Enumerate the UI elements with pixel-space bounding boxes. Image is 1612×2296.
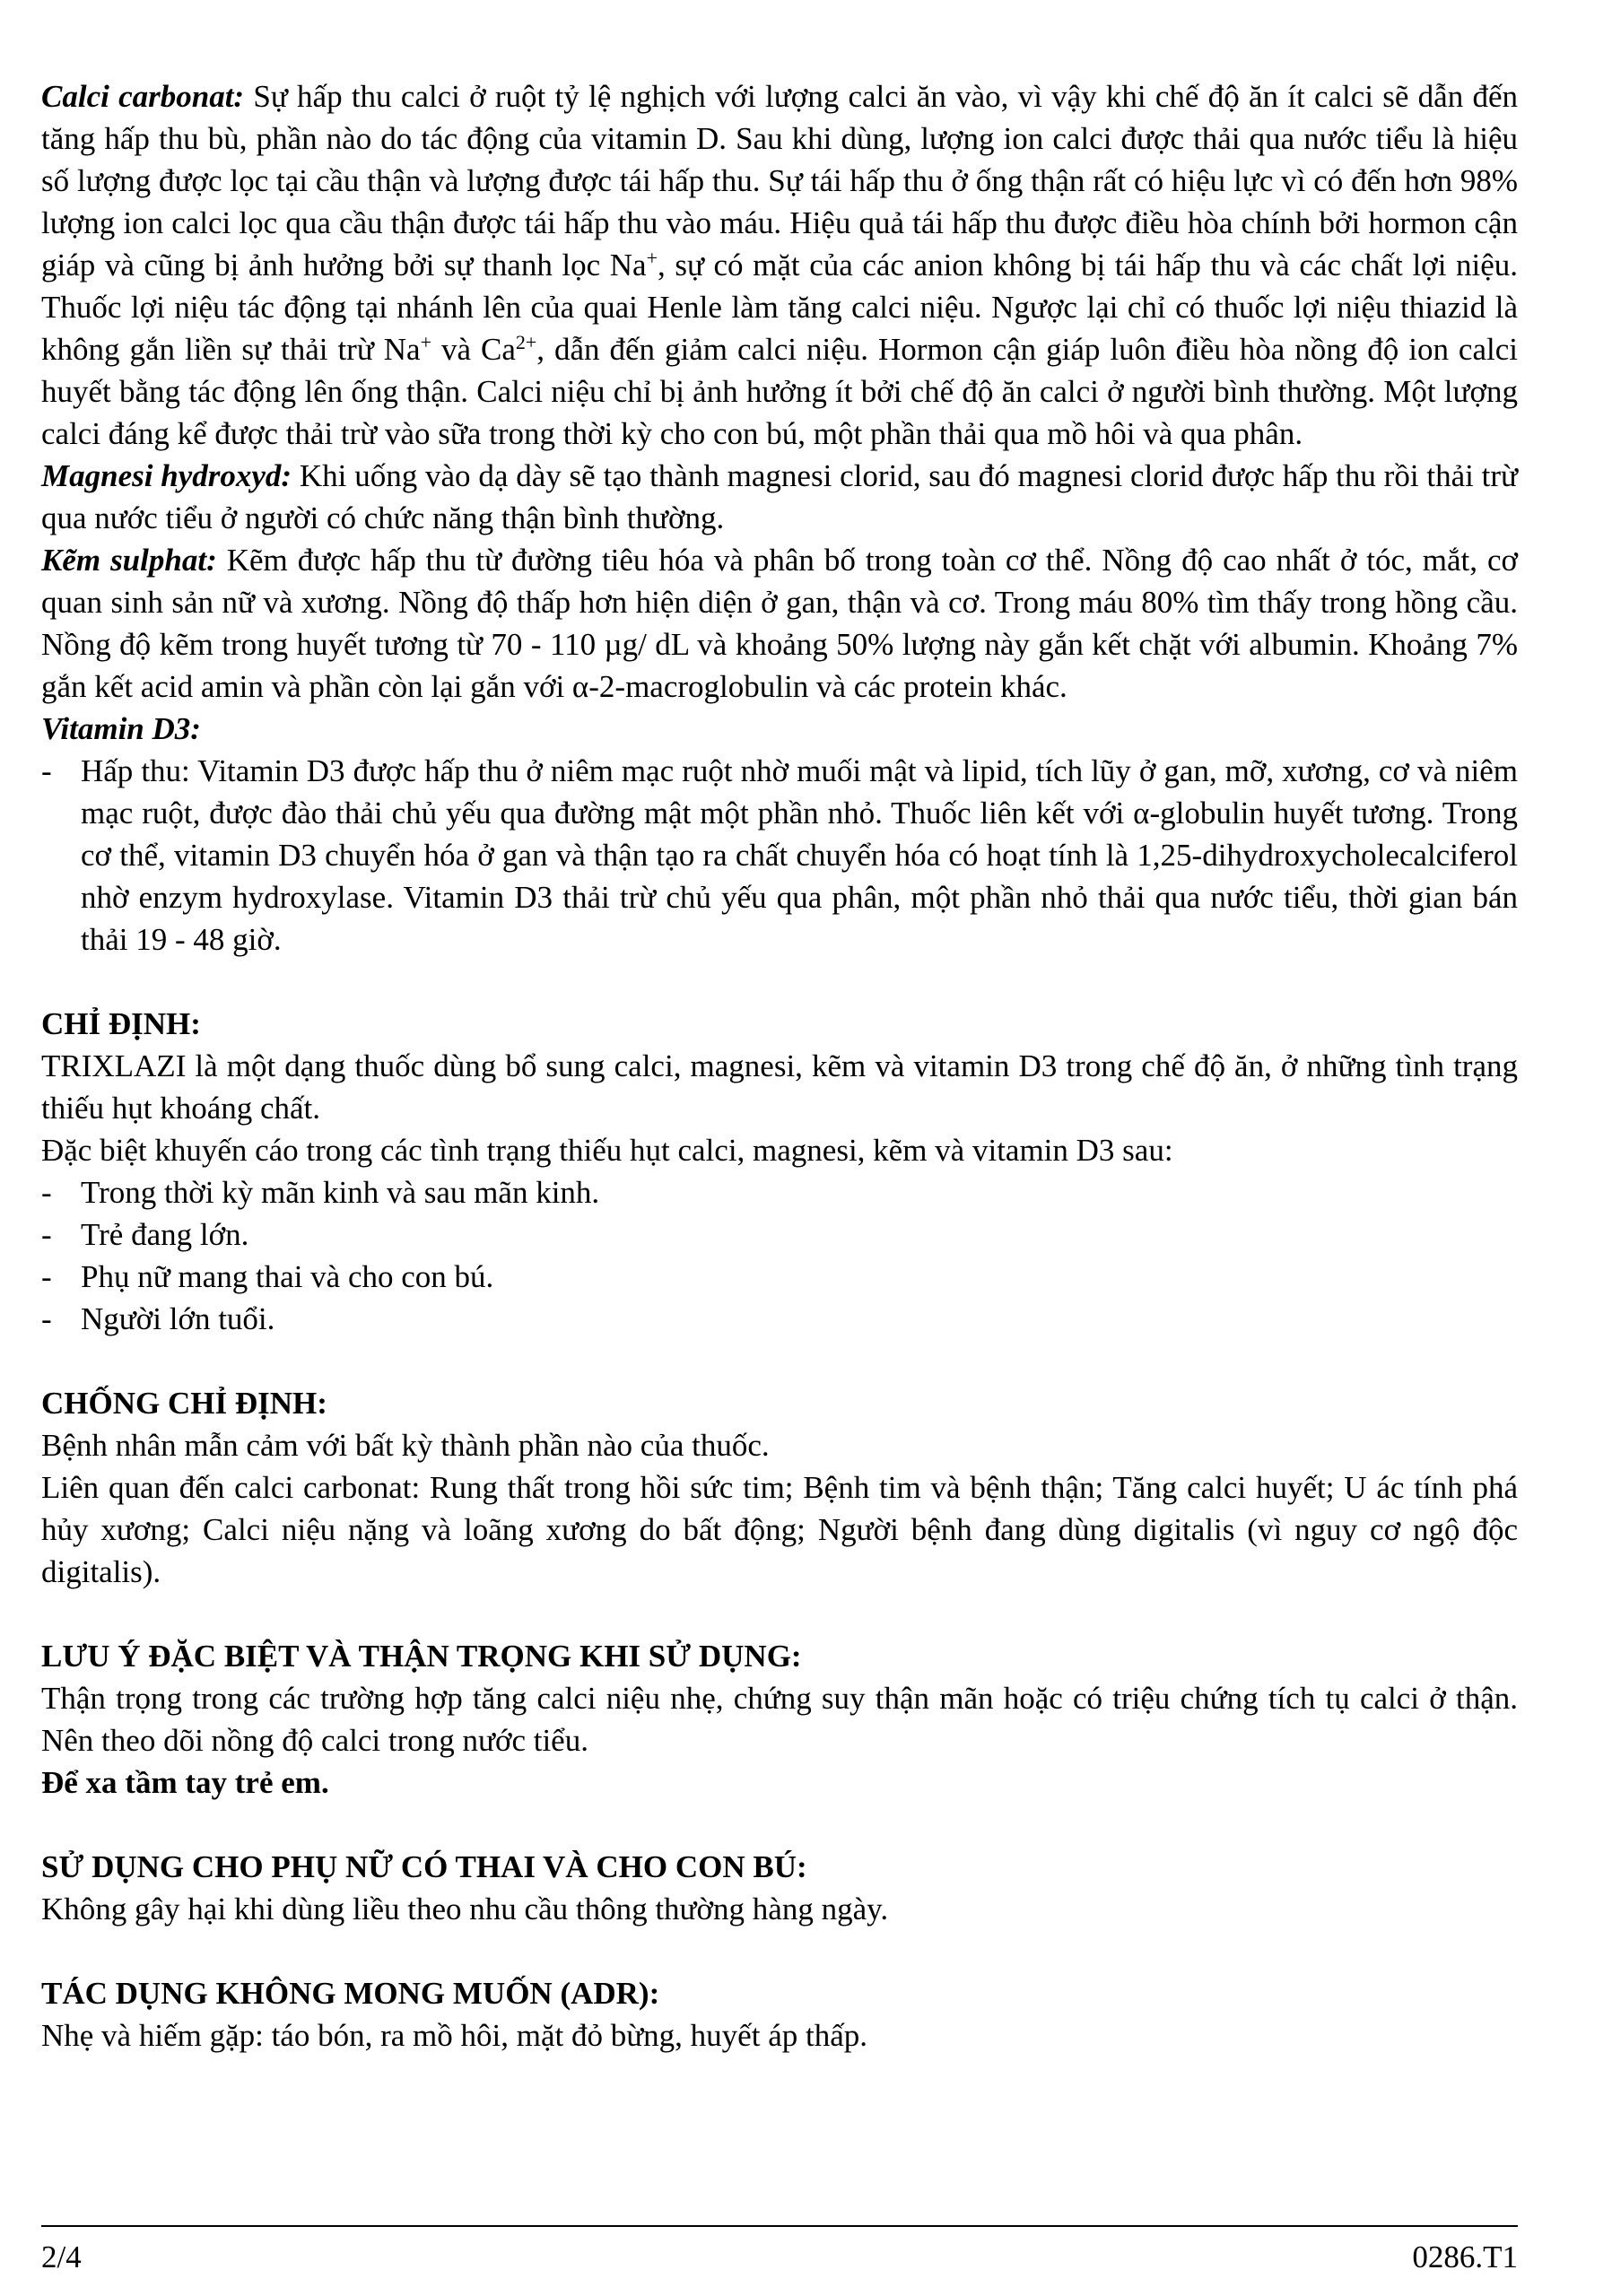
list-item-text: Phụ nữ mang thai và cho con bú. — [81, 1259, 494, 1294]
calci-text-2: , sự có mặt của các anion không bị tái hấp thu và các chất lợi niệu. Thuốc lợi niệu tác động tại nhánh lên của quai Henle làm tăng calci niệu. Ngược lại chỉ có thuốc lợi niệu thiazid là không gắn liền sự thải trừ Na — [41, 248, 1519, 367]
calci-text-1: Sự hấp thu calci ở ruột tỷ lệ nghịch với lượng calci ăn vào, vì vậy khi chế độ ăn ít calci sẽ dẫn đến tăng hấp thu bù, phần nào do tác động của vitamin D. Sau khi dùng, lượng ion calci được thải qua nước tiểu là hiệu số lượng được lọc tại cầu thận và lượng được tái hấp thu. Sự tái hấp thu ở ống thận rất có hiệu lực vì có đến hơn 98% lượng ion calci lọc qua cầu thận được tái hấp thu vào máu. Hiệu quả tái hấp thu được điều hòa chính bởi hormon cận giáp và cũng bị ảnh hưởng bởi sự thanh lọc Na — [41, 79, 1519, 283]
bullet-dash: - — [41, 753, 52, 788]
list-item — [41, 1298, 1518, 1340]
calci-carbonat-label: Calci carbonat: — [41, 79, 245, 114]
list-item — [41, 1171, 1518, 1213]
calci-carbonat-paragraph — [41, 75, 1518, 455]
calci-text-4: , dẫn đến giảm calci niệu. Hormon cận giáp luôn điều hòa nồng độ ion calci huyết bằng tác động lên ống thận. Calci niệu chỉ bị ảnh hưởng ít bởi chế độ ăn calci ở người bình thường. Một lượng calci đáng kể được thải trừ vào sữa trong thời kỳ cho con bú, một phần thải qua mồ hôi và qua phân. — [41, 332, 1518, 451]
document-page — [41, 75, 1518, 2057]
superscript: 2+ — [515, 331, 537, 353]
calci-text-3: và Ca — [431, 332, 516, 367]
footer-divider — [41, 2225, 1518, 2227]
indications-text-1: TRIXLAZI là một dạng thuốc dùng bổ sung calci, magnesi, kẽm và vitamin D3 trong chế độ ăn, ở những tình trạng thiếu hụt khoáng chất. — [41, 1048, 1518, 1126]
list-item — [41, 1256, 1518, 1298]
list-item-text: Người lớn tuổi. — [81, 1301, 275, 1336]
superscript: + — [646, 247, 658, 269]
page-footer — [41, 2236, 1518, 2278]
pregnancy-text: Không gây hại khi dùng liều theo nhu cầu thông thường hàng ngày. — [41, 1892, 889, 1926]
contraindications-text-2: Liên quan đến calci carbonat: Rung thất trong hồi sức tim; Bệnh tim và bệnh thận; Tăng calci huyết; U ác tính phá hủy xương; Calci niệu nặng và loãng xương do bất động; Người bệnh đang dùng digitalis (vì nguy cơ ngộ độc digitalis). — [41, 1470, 1518, 1589]
magnesi-label: Magnesi hydroxyd: — [41, 458, 292, 493]
indications-heading: CHỈ ĐỊNH: — [41, 1006, 201, 1041]
adr-text: Nhẹ và hiếm gặp: táo bón, ra mồ hôi, mặt đỏ bừng, huyết áp thấp. — [41, 2018, 867, 2053]
magnesi-paragraph — [41, 455, 1518, 539]
bullet-dash: - — [41, 1301, 52, 1336]
adr-heading: TÁC DỤNG KHÔNG MONG MUỐN (ADR): — [41, 1976, 660, 2011]
list-item-text: Trẻ đang lớn. — [81, 1217, 249, 1252]
vitamin-d3-text: Hấp thu: Vitamin D3 được hấp thu ở niêm mạc ruột nhờ muối mật và lipid, tích lũy ở gan, mỡ, xương, cơ và niêm mạc ruột, được đào thải chủ yếu qua đường mật một phần nhỏ. Thuốc liên kết với α-globulin huyết tương. Trong cơ thể, vitamin D3 chuyển hóa ở gan và thận tạo ra chất chuyển hóa có hoạt tính là 1,25-dihydroxycholecalciferol nhờ enzym hydroxylase. Vitamin D3 thải trừ chủ yếu qua phân, một phần nhỏ thải qua nước tiểu, thời gian bán thải 19 - 48 giờ. — [81, 753, 1518, 957]
document-code: 0286.T1 — [1412, 2239, 1518, 2274]
page-number: 2/4 — [41, 2239, 82, 2274]
contraindications-text-1: Bệnh nhân mẫn cảm với bất kỳ thành phần nào của thuốc. — [41, 1428, 770, 1463]
precautions-heading: LƯU Ý ĐẶC BIỆT VÀ THẬN TRỌNG KHI SỬ DỤNG: — [41, 1639, 802, 1674]
bullet-dash: - — [41, 1175, 52, 1210]
list-item-text: Trong thời kỳ mãn kinh và sau mãn kinh. — [81, 1175, 600, 1210]
vitamin-d3-label: Vitamin D3: — [41, 711, 201, 746]
precautions-text: Thận trọng trong các trường hợp tăng calci niệu nhẹ, chứng suy thận mãn hoặc có triệu chứng tích tụ calci ở thận. Nên theo dõi nồng độ calci trong nước tiểu. — [41, 1681, 1518, 1758]
list-item — [41, 750, 1518, 961]
kem-label: Kẽm sulphat: — [41, 543, 217, 578]
pregnancy-heading: SỬ DỤNG CHO PHỤ NỮ CÓ THAI VÀ CHO CON BÚ: — [41, 1849, 807, 1884]
magnesi-text: Khi uống vào dạ dày sẽ tạo thành magnesi clorid, sau đó magnesi clorid được hấp thu rồi thải trừ qua nước tiểu ở người có chức năng thận bình thường. — [41, 458, 1519, 535]
superscript: + — [420, 331, 431, 353]
bullet-dash: - — [41, 1259, 52, 1294]
list-item — [41, 1213, 1518, 1256]
contraindications-heading: CHỐNG CHỈ ĐỊNH: — [41, 1386, 327, 1421]
indications-text-2: Đặc biệt khuyến cáo trong các tình trạng thiếu hụt calci, magnesi, kẽm và vitamin D3 sau: — [41, 1133, 1173, 1168]
keep-away-warning: Để xa tầm tay trẻ em. — [41, 1765, 329, 1800]
bullet-dash: - — [41, 1217, 52, 1252]
kem-paragraph — [41, 539, 1518, 708]
kem-text: Kẽm được hấp thu từ đường tiêu hóa và phân bố trong toàn cơ thể. Nồng độ cao nhất ở tóc, mắt, cơ quan sinh sản nữ và xương. Nồng độ thấp hơn hiện diện ở gan, thận và cơ. Trong máu 80% tìm thấy trong hồng cầu. Nồng độ kẽm trong huyết tương từ 70 - 110 µg/ dL và khoảng 50% lượng này gắn kết chặt với albumin. Khoảng 7% gắn kết acid amin và phần còn lại gắn với α-2-macroglobulin và các protein khác. — [41, 543, 1519, 704]
